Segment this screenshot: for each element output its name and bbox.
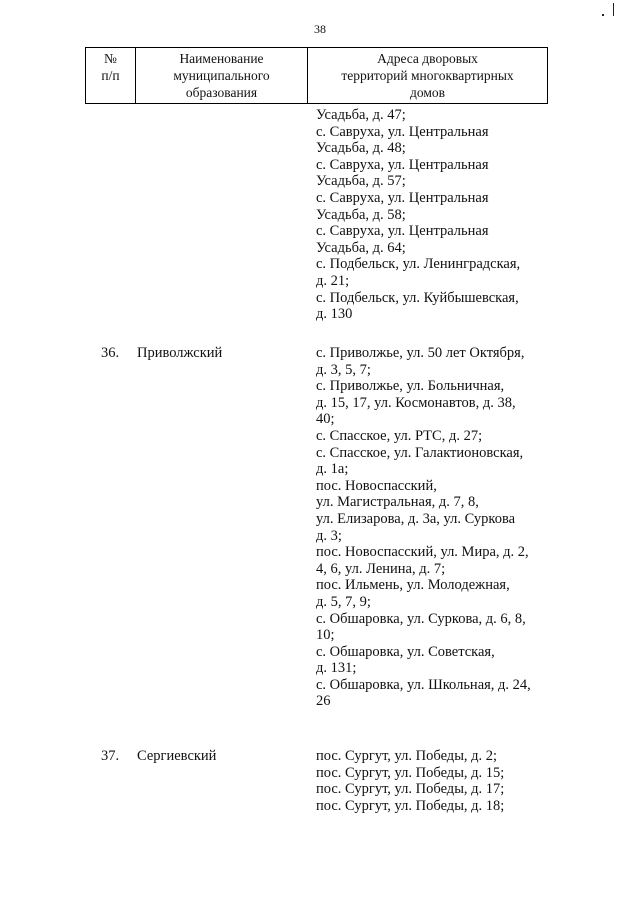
address-line: Усадьба, д. 58; bbox=[316, 206, 406, 223]
scan-mark bbox=[602, 14, 604, 16]
address-line: с. Савруха, ул. Центральная bbox=[316, 223, 489, 240]
entry-address-list bbox=[316, 345, 531, 710]
entry-address-list bbox=[316, 748, 504, 814]
address-line: пос. Новоспасский, bbox=[316, 477, 437, 494]
address-line: 26 bbox=[316, 693, 331, 710]
address-line: д. 130 bbox=[316, 306, 353, 323]
address-line: пос. Сургут, ул. Победы, д. 17; bbox=[316, 781, 505, 798]
address-line: Усадьба, д. 47; bbox=[316, 107, 406, 123]
address-line: пос. Сургут, ул. Победы, д. 18; bbox=[316, 797, 505, 814]
address-line: пос. Сургут, ул. Победы, д. 2; bbox=[316, 748, 498, 764]
address-line: д. 21; bbox=[316, 272, 350, 289]
address-line: Усадьба, д. 48; bbox=[316, 140, 406, 157]
address-line: пос. Сургут, ул. Победы, д. 15; bbox=[316, 764, 505, 781]
page-number: 38 bbox=[314, 22, 326, 36]
address-line: Усадьба, д. 64; bbox=[316, 239, 406, 256]
address-line: д. 5, 7, 9; bbox=[316, 593, 371, 610]
address-line: с. Савруха, ул. Центральная bbox=[316, 189, 489, 206]
header-addresses: Адреса дворовых территорий многоквартирных домов bbox=[308, 48, 548, 104]
address-line: с. Приволжье, ул. 50 лет Октября, bbox=[316, 345, 525, 361]
address-line: д. 15, 17, ул. Космонавтов, д. 38, bbox=[316, 394, 516, 411]
address-line: с. Подбельск, ул. Ленинградская, bbox=[316, 256, 521, 273]
entry-number: 36. bbox=[101, 345, 120, 361]
table-header bbox=[85, 47, 548, 104]
scan-mark bbox=[613, 3, 614, 16]
entry-municipality: Приволжский bbox=[137, 345, 223, 361]
continued-address-list bbox=[316, 107, 520, 323]
address-line: с. Обшаровка, ул. Школьная, д. 24, bbox=[316, 676, 531, 693]
address-line: 10; bbox=[316, 627, 335, 644]
address-line: пос. Новоспасский, ул. Мира, д. 2, bbox=[316, 544, 529, 561]
address-line: с. Обшаровка, ул. Советская, bbox=[316, 643, 495, 660]
address-line: с. Савруха, ул. Центральная bbox=[316, 156, 489, 173]
address-line: Усадьба, д. 57; bbox=[316, 173, 406, 190]
address-line: с. Спасское, ул. Галактионовская, bbox=[316, 444, 524, 461]
address-line: д. 1а; bbox=[316, 461, 349, 478]
address-line: с. Приволжье, ул. Больничная, bbox=[316, 378, 505, 395]
header-municipality: Наименование муниципального образования bbox=[136, 48, 308, 104]
address-line: 40; bbox=[316, 411, 335, 428]
address-line: д. 131; bbox=[316, 660, 357, 677]
address-line: д. 3; bbox=[316, 527, 342, 544]
address-line: с. Обшаровка, ул. Суркова, д. 6, 8, bbox=[316, 610, 526, 627]
entry-number: 37. bbox=[101, 748, 120, 764]
address-line: д. 3, 5, 7; bbox=[316, 361, 371, 378]
address-line: 4, 6, ул. Ленина, д. 7; bbox=[316, 560, 446, 577]
address-line: с. Савруха, ул. Центральная bbox=[316, 123, 489, 140]
address-line: ул. Елизарова, д. 3а, ул. Суркова bbox=[316, 510, 516, 527]
address-line: с. Подбельск, ул. Куйбышевская, bbox=[316, 289, 519, 306]
entry-municipality: Сергиевский bbox=[137, 748, 217, 764]
address-line: с. Спасское, ул. РТС, д. 27; bbox=[316, 427, 483, 444]
address-line: ул. Магистральная, д. 7, 8, bbox=[316, 494, 479, 511]
header-number: № п/п bbox=[86, 48, 136, 104]
address-line: пос. Ильмень, ул. Молодежная, bbox=[316, 577, 510, 594]
